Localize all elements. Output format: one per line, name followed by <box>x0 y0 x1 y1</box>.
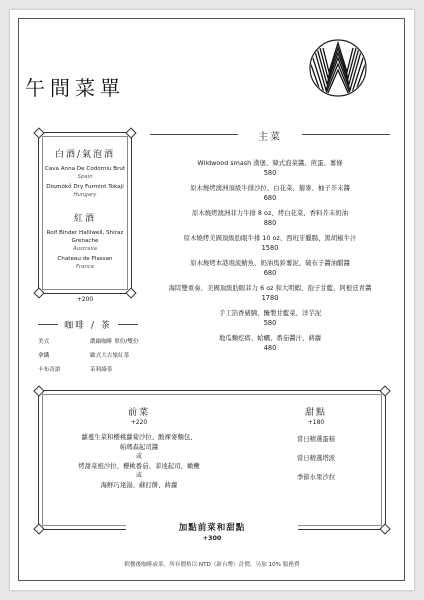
dessert-item: 當日精選蛋糕 <box>296 435 336 443</box>
wine-origin: Spain <box>77 174 93 180</box>
combo-label: 加點前菜和甜點 <box>178 523 246 533</box>
mains-heading: 主菜 <box>258 132 282 143</box>
dessert-heading: 甜點 <box>304 408 327 418</box>
wine-name: Disznókő Dry Furmint Tokaji <box>46 184 124 190</box>
coffee-item: 歐式大吉嶺紅茶 <box>90 353 130 359</box>
dish-price: 1780 <box>261 294 279 302</box>
starter-heading: 前菜 <box>127 408 150 418</box>
dish-price: 580 <box>263 319 277 327</box>
dish-name: 地瓜麵疙瘩、蛤蠣、番茄醬汁、蒔蘿 <box>218 334 322 342</box>
dish-name: 手工箔香豬腩、醃製甘藍菜、洋芋泥 <box>218 309 322 317</box>
starter-line: 蘿蔓生菜和櫻桃蘿蔔沙拉、酸裸麥麵包、 <box>81 433 197 441</box>
dish-price: 580 <box>263 169 277 177</box>
coffee-item: 拿鐵 <box>38 353 50 359</box>
dish-name: Wildwood smash 漢堡、韓式泡菜醬、煎蛋、薯條 <box>197 159 343 167</box>
dish-price: 680 <box>263 269 277 277</box>
mains-section <box>150 128 390 358</box>
wine-panel <box>38 132 132 294</box>
starter-price: +220 <box>130 419 148 426</box>
starter-line: 海鮮巧達湯、蘇打餅、蒔蘿 <box>100 481 178 489</box>
coffee-item: 茉莉綠茶 <box>90 367 113 373</box>
coffee-item: 美式 <box>38 339 50 345</box>
or-separator: 或 <box>135 453 142 460</box>
combo-price: +300 <box>202 534 222 542</box>
dessert-price: +180 <box>307 419 325 426</box>
wine-origin: France <box>75 264 95 270</box>
or-separator: 或 <box>135 472 142 479</box>
coffee-item: 濃縮咖啡 單份/雙份 <box>90 339 139 345</box>
dish-price: 1580 <box>261 244 279 252</box>
brand-logo <box>308 38 368 98</box>
starter-line: 帕瑪森起司醬 <box>119 443 159 451</box>
set-menu-panel <box>38 390 386 530</box>
combo-offer <box>126 521 298 547</box>
dessert-item: 當日精選塔派 <box>296 454 336 462</box>
wine-origin: Hungary <box>73 192 97 198</box>
coffee-heading: 咖啡 / 茶 <box>64 321 112 331</box>
wine-name: Rolf Binder Halliwell, Shiraz Grenache <box>46 230 124 244</box>
wine-price: +200 <box>76 296 94 303</box>
page-title: 午間菜單 <box>25 76 125 101</box>
coffee-item: 卡布奇諾 <box>38 367 61 373</box>
red-wine-heading: 紅酒 <box>73 214 96 224</box>
dish-name: 原木燒烤本港現流鯖魚、奶油馬鈴薯泥、破布子醬油醋醬 <box>190 259 350 267</box>
wine-name: Chateau de Plassan <box>57 256 113 262</box>
dish-name: 原木燒烤澳洲頂級牛排沙拉、白花菜、藜麥、柚子芥末醬 <box>190 184 350 192</box>
starter-line: 烤甜菜根沙拉、櫻桃番茄、菲達起司、橄欖 <box>78 462 200 470</box>
dish-name: 原木燒烤澳洲菲力牛排 8 oz、烤白花菜、香料芥末奶油 <box>192 209 348 217</box>
starter-section <box>49 405 229 490</box>
dish-price: 480 <box>263 344 277 352</box>
white-wine-heading: 白酒/氣泡酒 <box>54 150 116 160</box>
dessert-item: 季節水果沙拉 <box>296 473 336 481</box>
footer-note: 附餐後咖啡或茶。所有價格以 NTD（新台幣）計價，另加 10% 服務費 <box>124 562 300 568</box>
wine-name: Cava Anna De Codorniu Brut <box>44 166 126 172</box>
dish-name: 原木燒烤美國頂級肋眼牛排 10 oz、西班牙臘腸、黑胡椒牛汁 <box>183 234 357 242</box>
wine-origin: Australia <box>73 246 97 252</box>
dessert-section <box>261 405 371 482</box>
dish-name: 海陸雙重奏、美國頂級肋眼菲力 6 oz 和大明蝦、孢子甘藍、阿根廷青醬 <box>168 284 372 292</box>
dish-price: 680 <box>263 194 277 202</box>
dish-price: 880 <box>263 219 277 227</box>
